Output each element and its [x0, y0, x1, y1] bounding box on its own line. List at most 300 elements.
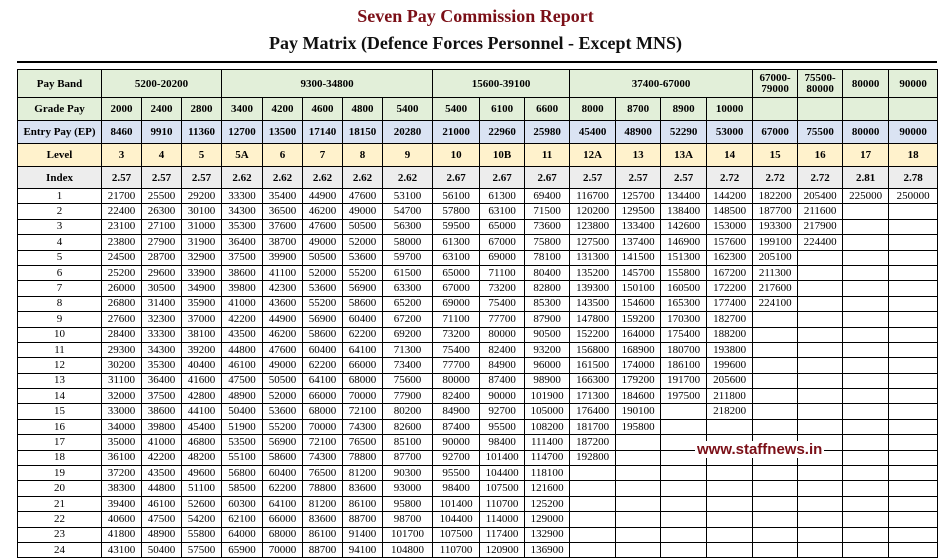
pay-value-cell: 138400: [661, 204, 707, 219]
pay-value-cell: 44900: [303, 189, 343, 204]
pay-value-cell: 167200: [707, 265, 753, 280]
entry-pay-cell: 22960: [480, 121, 525, 144]
pay-value-cell: 47600: [343, 189, 383, 204]
pay-value-cell: [753, 389, 798, 404]
level-cell: 13A: [661, 144, 707, 167]
level-cell: 16: [798, 144, 843, 167]
level-cell: 8: [343, 144, 383, 167]
pay-value-cell: 41100: [263, 265, 303, 280]
pay-value-cell: 38700: [263, 235, 303, 250]
entry-pay-cell: 8460: [102, 121, 142, 144]
table-row: [18, 342, 938, 357]
pay-value-cell: 60400: [303, 342, 343, 357]
pay-value-cell: 205400: [798, 189, 843, 204]
entry-pay-row: [18, 121, 938, 144]
pay-value-cell: 53600: [263, 404, 303, 419]
pay-value-cell: 50500: [343, 219, 383, 234]
pay-value-cell: 96000: [525, 358, 570, 373]
pay-band-cell: 67000-79000: [753, 70, 798, 98]
pay-value-cell: [753, 327, 798, 342]
pay-value-cell: 73200: [433, 327, 480, 342]
table-row: [18, 235, 938, 250]
table-row: [18, 189, 938, 204]
index-cell: 2.78: [889, 167, 938, 189]
pay-band-row: [18, 70, 938, 98]
pay-value-cell: [843, 373, 889, 388]
pay-value-cell: 62200: [263, 481, 303, 496]
pay-value-cell: [798, 358, 843, 373]
grade-pay-cell: 4600: [303, 98, 343, 121]
pay-value-cell: 146900: [661, 235, 707, 250]
row-label-entry-pay: Entry Pay (EP): [18, 121, 102, 144]
pay-value-cell: [889, 281, 938, 296]
pay-value-cell: 93200: [525, 342, 570, 357]
grade-pay-cell: 3400: [222, 98, 263, 121]
pay-value-cell: [843, 496, 889, 511]
pay-value-cell: 38600: [222, 265, 263, 280]
pay-value-cell: 36400: [222, 235, 263, 250]
pay-value-cell: 177400: [707, 296, 753, 311]
grade-pay-cell: 4800: [343, 98, 383, 121]
index-cell: 2.72: [753, 167, 798, 189]
pay-value-cell: [753, 542, 798, 557]
pay-value-cell: 53600: [343, 250, 383, 265]
pay-value-cell: 25200: [102, 265, 142, 280]
entry-pay-cell: 53000: [707, 121, 753, 144]
pay-value-cell: 35400: [263, 189, 303, 204]
pay-value-cell: 154600: [616, 296, 661, 311]
pay-value-cell: 58600: [303, 327, 343, 342]
pay-value-cell: 87900: [525, 312, 570, 327]
grade-pay-cell: 2400: [142, 98, 182, 121]
pay-value-cell: 135200: [570, 265, 616, 280]
pay-value-cell: 57500: [182, 542, 222, 557]
index-cell: 2.81: [843, 167, 889, 189]
table-row: [18, 296, 938, 311]
pay-value-cell: [889, 265, 938, 280]
pay-value-cell: 81200: [303, 496, 343, 511]
pay-value-cell: 44100: [182, 404, 222, 419]
pay-value-cell: 101900: [525, 389, 570, 404]
pay-value-cell: [843, 250, 889, 265]
step-number: 13: [18, 373, 102, 388]
pay-value-cell: 47600: [303, 219, 343, 234]
entry-pay-cell: 75500: [798, 121, 843, 144]
pay-value-cell: 40400: [182, 358, 222, 373]
pay-value-cell: 87400: [433, 419, 480, 434]
pay-value-cell: [798, 327, 843, 342]
pay-value-cell: [616, 435, 661, 450]
pay-value-cell: 64100: [343, 342, 383, 357]
pay-value-cell: 71100: [433, 312, 480, 327]
pay-value-cell: 48200: [182, 450, 222, 465]
pay-band-cell: 90000: [889, 70, 938, 98]
pay-value-cell: 50500: [263, 373, 303, 388]
pay-value-cell: 47500: [222, 373, 263, 388]
pay-value-cell: [843, 404, 889, 419]
report-subtitle: Pay Matrix (Defence Forces Personnel - Except MNS): [268, 33, 683, 53]
pay-value-cell: 34900: [182, 281, 222, 296]
pay-value-cell: 80000: [433, 373, 480, 388]
pay-value-cell: 49000: [263, 358, 303, 373]
pay-value-cell: 92700: [433, 450, 480, 465]
pay-value-cell: [798, 373, 843, 388]
grade-pay-cell: 6100: [480, 98, 525, 121]
pay-value-cell: 56900: [303, 312, 343, 327]
pay-value-cell: 43100: [102, 542, 142, 557]
pay-value-cell: 69400: [525, 189, 570, 204]
pay-value-cell: 211300: [753, 265, 798, 280]
pay-value-cell: 172200: [707, 281, 753, 296]
pay-value-cell: 136900: [525, 542, 570, 557]
pay-value-cell: 101700: [383, 527, 433, 542]
row-label-pay-band: Pay Band: [18, 70, 102, 98]
pay-value-cell: 137400: [616, 235, 661, 250]
pay-value-cell: 78800: [303, 481, 343, 496]
grade-pay-cell: 2000: [102, 98, 142, 121]
pay-value-cell: 73200: [480, 281, 525, 296]
entry-pay-cell: 9910: [142, 121, 182, 144]
index-cell: 2.62: [383, 167, 433, 189]
pay-value-cell: 54200: [182, 512, 222, 527]
pay-value-cell: [798, 404, 843, 419]
pay-value-cell: 104400: [480, 466, 525, 481]
pay-value-cell: [570, 481, 616, 496]
table-row: [18, 496, 938, 511]
level-cell: 14: [707, 144, 753, 167]
pay-value-cell: 43500: [142, 466, 182, 481]
pay-value-cell: 104800: [383, 542, 433, 557]
grade-pay-cell: [843, 98, 889, 121]
pay-value-cell: 162300: [707, 250, 753, 265]
pay-value-cell: 73600: [525, 219, 570, 234]
pay-value-cell: 205100: [753, 250, 798, 265]
pay-value-cell: 171300: [570, 389, 616, 404]
pay-value-cell: 43600: [263, 296, 303, 311]
pay-value-cell: 31100: [102, 373, 142, 388]
pay-value-cell: 49000: [303, 235, 343, 250]
pay-value-cell: 32300: [142, 312, 182, 327]
pay-value-cell: 123800: [570, 219, 616, 234]
table-row: [18, 373, 938, 388]
pay-value-cell: [889, 481, 938, 496]
step-number: 1: [18, 189, 102, 204]
table-row: [18, 419, 938, 434]
pay-value-cell: 184600: [616, 389, 661, 404]
step-number: 21: [18, 496, 102, 511]
pay-value-cell: 50500: [303, 250, 343, 265]
pay-value-cell: 90500: [525, 327, 570, 342]
grade-pay-cell: 5400: [433, 98, 480, 121]
pay-value-cell: [707, 527, 753, 542]
pay-value-cell: [753, 342, 798, 357]
step-number: 18: [18, 450, 102, 465]
pay-value-cell: 56100: [433, 189, 480, 204]
pay-value-cell: 35300: [142, 358, 182, 373]
step-number: 3: [18, 219, 102, 234]
pay-value-cell: 83600: [303, 512, 343, 527]
pay-value-cell: 52000: [263, 389, 303, 404]
pay-value-cell: [753, 496, 798, 511]
table-row: [18, 512, 938, 527]
pay-value-cell: 28700: [142, 250, 182, 265]
pay-value-cell: 105000: [525, 404, 570, 419]
pay-value-cell: 64100: [303, 373, 343, 388]
pay-value-cell: 51100: [182, 481, 222, 496]
pay-value-cell: 104400: [433, 512, 480, 527]
pay-value-cell: 26000: [102, 281, 142, 296]
entry-pay-cell: 13500: [263, 121, 303, 144]
pay-value-cell: 63100: [480, 204, 525, 219]
step-number: 10: [18, 327, 102, 342]
pay-value-cell: 58000: [383, 235, 433, 250]
pay-value-cell: 174000: [616, 358, 661, 373]
level-cell: 9: [383, 144, 433, 167]
pay-band-cell: 5200-20200: [102, 70, 222, 98]
pay-value-cell: 22400: [102, 204, 142, 219]
table-row: [18, 481, 938, 496]
pay-value-cell: 211800: [707, 389, 753, 404]
table-row: [18, 404, 938, 419]
entry-pay-cell: 17140: [303, 121, 343, 144]
pay-value-cell: [798, 250, 843, 265]
index-cell: 2.57: [570, 167, 616, 189]
pay-value-cell: 61500: [383, 265, 433, 280]
pay-value-cell: 95800: [383, 496, 433, 511]
pay-value-cell: [843, 466, 889, 481]
pay-value-cell: [661, 404, 707, 419]
pay-value-cell: [843, 358, 889, 373]
pay-value-cell: 190100: [616, 404, 661, 419]
pay-value-cell: 101400: [433, 496, 480, 511]
pay-value-cell: 55200: [343, 265, 383, 280]
level-cell: 10B: [480, 144, 525, 167]
pay-value-cell: [889, 373, 938, 388]
level-cell: 10: [433, 144, 480, 167]
pay-value-cell: 46200: [263, 327, 303, 342]
pay-value-cell: 67000: [480, 235, 525, 250]
entry-pay-cell: 21000: [433, 121, 480, 144]
pay-value-cell: 155800: [661, 265, 707, 280]
pay-value-cell: 70000: [263, 542, 303, 557]
level-cell: 11: [525, 144, 570, 167]
pay-value-cell: 74300: [343, 419, 383, 434]
pay-value-cell: 66000: [263, 512, 303, 527]
step-number: 8: [18, 296, 102, 311]
pay-value-cell: 41000: [222, 296, 263, 311]
pay-value-cell: 51900: [222, 419, 263, 434]
pay-value-cell: [753, 373, 798, 388]
level-cell: 18: [889, 144, 938, 167]
grade-pay-cell: 2800: [182, 98, 222, 121]
step-number: 12: [18, 358, 102, 373]
pay-value-cell: [843, 542, 889, 557]
entry-pay-cell: 80000: [843, 121, 889, 144]
pay-value-cell: [798, 342, 843, 357]
pay-value-cell: 60400: [343, 312, 383, 327]
index-cell: 2.67: [525, 167, 570, 189]
index-cell: 2.57: [182, 167, 222, 189]
pay-value-cell: [661, 481, 707, 496]
pay-value-cell: 30500: [142, 281, 182, 296]
pay-value-cell: 64100: [263, 496, 303, 511]
pay-value-cell: 193300: [753, 219, 798, 234]
pay-band-cell: 75500-80000: [798, 70, 843, 98]
pay-value-cell: 199100: [753, 235, 798, 250]
pay-value-cell: 31000: [182, 219, 222, 234]
step-number: 17: [18, 435, 102, 450]
index-cell: 2.72: [798, 167, 843, 189]
level-cell: 13: [616, 144, 661, 167]
pay-value-cell: 71500: [525, 204, 570, 219]
pay-value-cell: 82800: [525, 281, 570, 296]
entry-pay-cell: 12700: [222, 121, 263, 144]
pay-value-cell: 91400: [343, 527, 383, 542]
pay-value-cell: 145700: [616, 265, 661, 280]
entry-pay-cell: 25980: [525, 121, 570, 144]
pay-value-cell: 117400: [480, 527, 525, 542]
pay-value-cell: 187700: [753, 204, 798, 219]
pay-value-cell: 45400: [182, 419, 222, 434]
level-cell: 4: [142, 144, 182, 167]
pay-band-cell: 9300-34800: [222, 70, 433, 98]
pay-value-cell: 21700: [102, 189, 142, 204]
pay-value-cell: 175400: [661, 327, 707, 342]
pay-value-cell: 29200: [182, 189, 222, 204]
pay-value-cell: 55800: [182, 527, 222, 542]
pay-value-cell: 63100: [433, 250, 480, 265]
pay-value-cell: 76500: [303, 466, 343, 481]
pay-value-cell: [889, 358, 938, 373]
pay-value-cell: 193800: [707, 342, 753, 357]
pay-value-cell: [843, 296, 889, 311]
pay-value-cell: 64000: [222, 527, 263, 542]
pay-value-cell: 144200: [707, 189, 753, 204]
pay-value-cell: [661, 496, 707, 511]
pay-value-cell: 188200: [707, 327, 753, 342]
pay-value-cell: 65000: [433, 265, 480, 280]
pay-value-cell: 75600: [383, 373, 433, 388]
pay-value-cell: 54700: [383, 204, 433, 219]
pay-value-cell: [798, 512, 843, 527]
pay-value-cell: 52000: [303, 265, 343, 280]
pay-value-cell: [661, 419, 707, 434]
pay-value-cell: 33000: [102, 404, 142, 419]
pay-value-cell: 62100: [222, 512, 263, 527]
pay-value-cell: 67200: [383, 312, 433, 327]
pay-value-cell: [570, 466, 616, 481]
grade-pay-cell: 5400: [383, 98, 433, 121]
pay-value-cell: [889, 419, 938, 434]
pay-value-cell: 66000: [343, 358, 383, 373]
grade-pay-cell: 6600: [525, 98, 570, 121]
pay-value-cell: 133400: [616, 219, 661, 234]
step-number: 2: [18, 204, 102, 219]
pay-value-cell: 34300: [142, 342, 182, 357]
pay-value-cell: [570, 527, 616, 542]
pay-value-cell: [798, 496, 843, 511]
pay-value-cell: [661, 512, 707, 527]
pay-band-cell: 80000: [843, 70, 889, 98]
pay-value-cell: 67000: [433, 281, 480, 296]
pay-value-cell: [798, 527, 843, 542]
pay-value-cell: 143500: [570, 296, 616, 311]
pay-value-cell: 44900: [263, 312, 303, 327]
pay-value-cell: [843, 389, 889, 404]
pay-value-cell: 37500: [222, 250, 263, 265]
pay-value-cell: 55200: [303, 296, 343, 311]
table-row: [18, 250, 938, 265]
pay-value-cell: 37000: [182, 312, 222, 327]
pay-value-cell: 58600: [343, 296, 383, 311]
pay-value-cell: 142600: [661, 219, 707, 234]
table-row: [18, 281, 938, 296]
pay-value-cell: [889, 512, 938, 527]
pay-value-cell: 57800: [433, 204, 480, 219]
pay-value-cell: [570, 512, 616, 527]
pay-value-cell: 50400: [142, 542, 182, 557]
pay-value-cell: 186100: [661, 358, 707, 373]
pay-value-cell: 74300: [303, 450, 343, 465]
level-cell: 17: [843, 144, 889, 167]
pay-value-cell: [616, 542, 661, 557]
pay-value-cell: 39200: [182, 342, 222, 357]
pay-value-cell: 114700: [525, 450, 570, 465]
pay-value-cell: [843, 327, 889, 342]
pay-value-cell: [616, 512, 661, 527]
table-row: [18, 265, 938, 280]
pay-value-cell: 72100: [303, 435, 343, 450]
pay-value-cell: 25500: [142, 189, 182, 204]
step-number: 23: [18, 527, 102, 542]
pay-value-cell: 224400: [798, 235, 843, 250]
pay-value-cell: [889, 250, 938, 265]
pay-value-cell: [707, 481, 753, 496]
pay-value-cell: 78100: [525, 250, 570, 265]
pay-value-cell: 42200: [142, 450, 182, 465]
pay-value-cell: 44800: [142, 481, 182, 496]
pay-value-cell: 125200: [525, 496, 570, 511]
pay-value-cell: 46200: [303, 204, 343, 219]
index-cell: 2.67: [480, 167, 525, 189]
pay-value-cell: 27900: [142, 235, 182, 250]
pay-value-cell: [798, 312, 843, 327]
level-cell: 5A: [222, 144, 263, 167]
pay-value-cell: 82400: [433, 389, 480, 404]
pay-value-cell: 90000: [480, 389, 525, 404]
pay-value-cell: [843, 435, 889, 450]
pay-value-cell: 78800: [343, 450, 383, 465]
pay-value-cell: [843, 219, 889, 234]
pay-value-cell: 147800: [570, 312, 616, 327]
grade-pay-cell: 10000: [707, 98, 753, 121]
pay-value-cell: 31900: [182, 235, 222, 250]
pay-value-cell: 181700: [570, 419, 616, 434]
pay-value-cell: 27100: [142, 219, 182, 234]
pay-value-cell: 187200: [570, 435, 616, 450]
index-row: [18, 167, 938, 189]
entry-pay-cell: 48900: [616, 121, 661, 144]
pay-value-cell: 52600: [182, 496, 222, 511]
pay-value-cell: 41800: [102, 527, 142, 542]
pay-value-cell: [753, 358, 798, 373]
step-number: 19: [18, 466, 102, 481]
pay-value-cell: [616, 450, 661, 465]
step-number: 6: [18, 265, 102, 280]
step-number: 9: [18, 312, 102, 327]
pay-value-cell: 46100: [222, 358, 263, 373]
pay-value-cell: 42800: [182, 389, 222, 404]
